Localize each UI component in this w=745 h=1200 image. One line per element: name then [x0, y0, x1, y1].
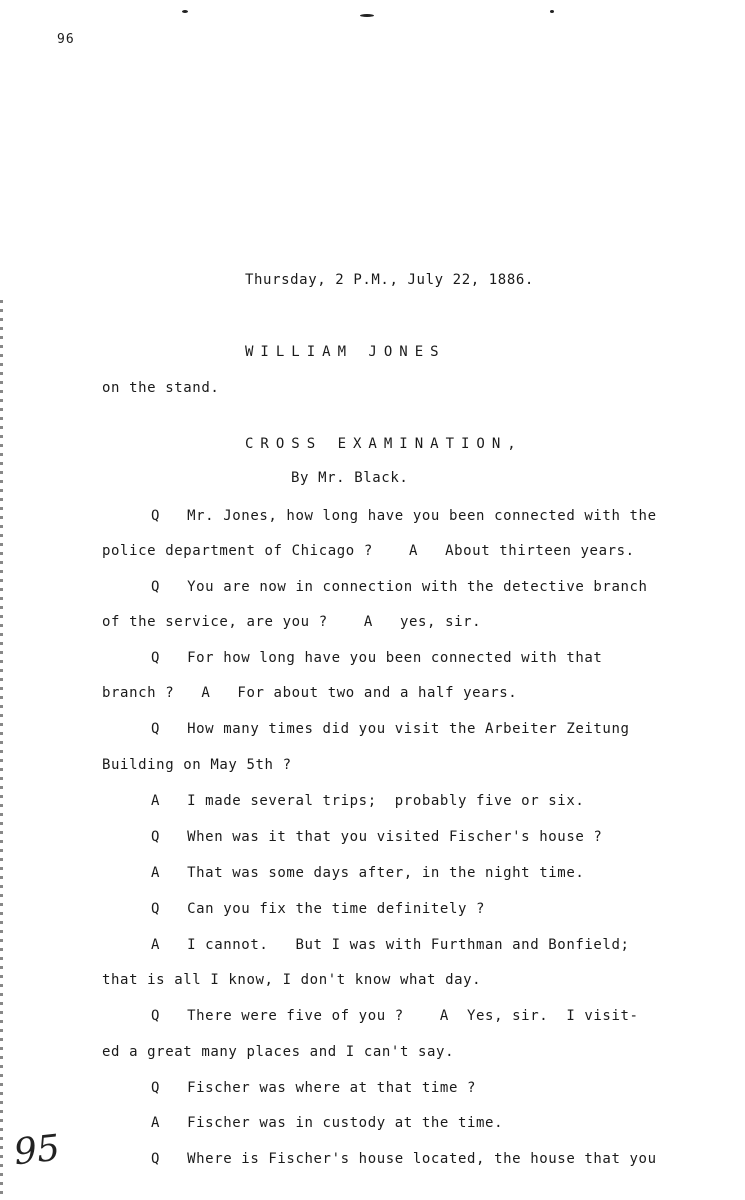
- ink-speck: [182, 10, 188, 13]
- transcript-line: A I cannot. But I was with Furthman and Bonfield;: [151, 937, 630, 953]
- transcript-line: Q You are now in connection with the detective branch: [151, 579, 648, 595]
- transcript-line: Q For how long have you been connected with that: [151, 650, 603, 666]
- date-line: Thursday, 2 P.M., July 22, 1886.: [245, 272, 534, 288]
- transcript-line: Q Where is Fischer's house located, the house that you: [151, 1151, 657, 1167]
- witness-name: WILLIAM JONES: [245, 344, 446, 360]
- transcript-line: that is all I know, I don't know what day.: [102, 972, 482, 988]
- transcript-line: Q When was it that you visited Fischer's house ?: [151, 829, 603, 845]
- handwritten-margin-note: 95: [11, 1127, 62, 1174]
- transcript-line: Q Mr. Jones, how long have you been connected with the: [151, 508, 657, 524]
- transcript-line: police department of Chicago ? A About thirteen years.: [102, 543, 635, 559]
- transcript-line: Q Fischer was where at that time ?: [151, 1080, 477, 1096]
- transcript-line: Q Can you fix the time definitely ?: [151, 901, 486, 917]
- transcript-line: of the service, are you ? A yes, sir.: [102, 614, 482, 630]
- transcript-line: Q How many times did you visit the Arbeiter Zeitung: [151, 721, 630, 737]
- transcript-line: ed a great many places and I can't say.: [102, 1044, 455, 1060]
- transcript-line: Q There were five of you ? A Yes, sir. I visit-: [151, 1008, 639, 1024]
- ink-speck: [360, 14, 374, 17]
- transcript-line: branch ? A For about two and a half years.: [102, 685, 518, 701]
- examiner-line: By Mr. Black.: [291, 470, 409, 486]
- transcript-line: A I made several trips; probably five or six.: [151, 793, 585, 809]
- section-title: CROSS EXAMINATION,: [245, 436, 523, 452]
- on-stand-text: on the stand.: [102, 380, 220, 396]
- page-edge-shadow: [0, 300, 3, 1200]
- transcript-line: A That was some days after, in the night time.: [151, 865, 585, 881]
- page-number: 96: [57, 32, 75, 47]
- transcript-line: Building on May 5th ?: [102, 757, 292, 773]
- transcript-line: A Fischer was in custody at the time.: [151, 1115, 504, 1131]
- ink-speck: [550, 10, 554, 13]
